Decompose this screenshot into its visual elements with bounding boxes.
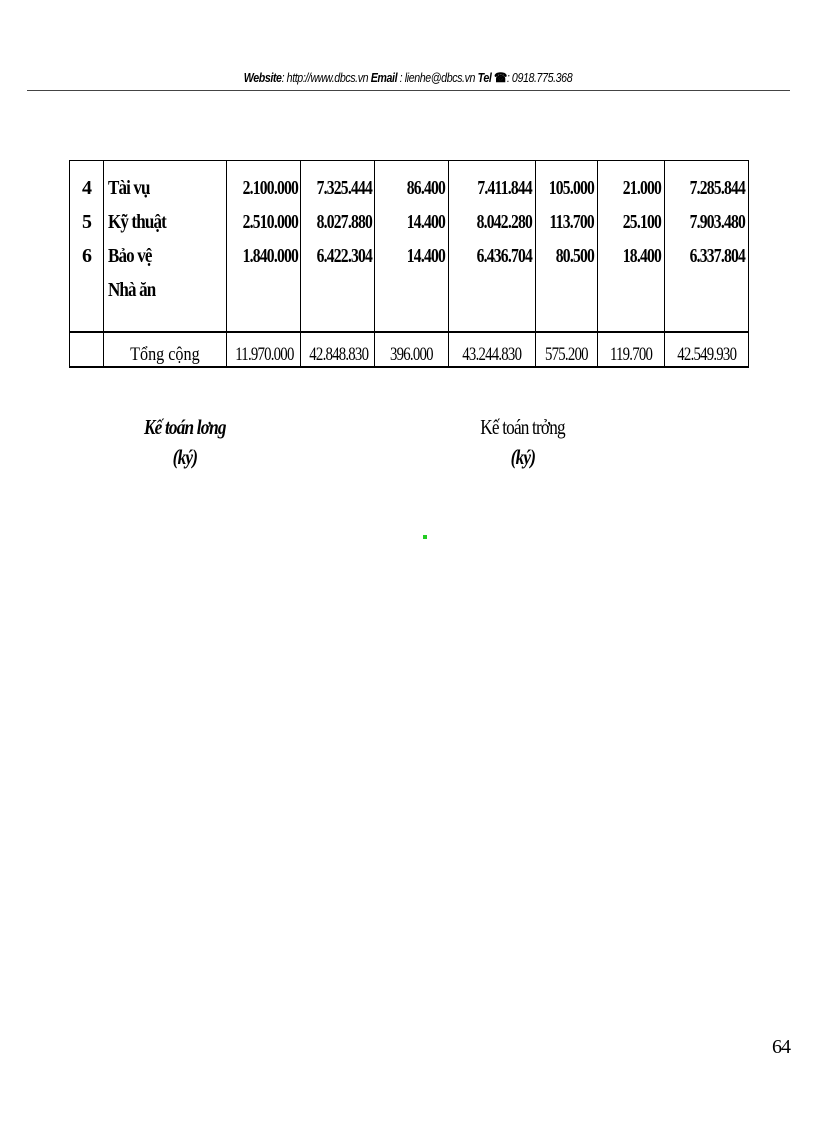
stt-cell: 5: [82, 211, 91, 233]
header-divider: [27, 90, 790, 91]
total-cell: 396.000: [375, 332, 449, 367]
col7-column: [665, 161, 749, 332]
stt-cell: 6: [82, 245, 91, 267]
value-cell: 105.000: [548, 177, 594, 199]
total-cell: 575.200: [536, 332, 598, 367]
left-signature-sign: (ký): [172, 445, 198, 469]
value-cell: 6.422.304: [316, 245, 372, 267]
stt-cell: [70, 273, 103, 307]
value-cell: 14.400: [406, 245, 445, 267]
department-name: Kỹ thuật: [108, 211, 166, 233]
green-dot-marker: [423, 535, 427, 539]
total-cell: 119.700: [598, 332, 665, 367]
value-cell: 7.325.444: [316, 177, 372, 199]
value-cell: 7.285.844: [689, 177, 745, 199]
value-cell: 6.436.704: [476, 245, 532, 267]
page-number: 64: [772, 1036, 790, 1058]
col3-column: [375, 161, 449, 332]
value-cell: 18.400: [622, 245, 661, 267]
value-cell: 86.400: [406, 177, 445, 199]
total-cell: 42.549.930: [665, 332, 749, 367]
right-signature-sign: (ký): [510, 445, 535, 469]
phone-icon: ☎: [493, 70, 507, 85]
value-cell: 8.042.280: [476, 211, 532, 233]
total-cell: 43.244.830: [449, 332, 536, 367]
name-column: [104, 161, 227, 332]
stt-cell: 4: [82, 177, 91, 199]
total-label-cell: [104, 332, 227, 367]
value-cell: 113.700: [549, 211, 594, 233]
page-header: [73, 70, 742, 86]
department-name: Tài vụ: [108, 177, 150, 199]
total-row: [70, 332, 749, 367]
department-name: Bảo vệ: [108, 245, 152, 267]
col5-column: [536, 161, 598, 332]
department-name: Nhà ăn: [108, 279, 156, 301]
value-cell: 1.840.000: [242, 245, 298, 267]
total-cell: 42.848.830: [301, 332, 375, 367]
website-value: : http://www.dbcs.vn: [281, 70, 371, 85]
value-cell: 2.510.000: [242, 211, 298, 233]
total-cell: 11.970.000: [227, 332, 301, 367]
value-cell: 21.000: [622, 177, 661, 199]
total-stt-cell: [70, 332, 104, 367]
stt-column: [70, 161, 104, 332]
tel-label: Tel: [477, 70, 494, 85]
value-cell: 2.100.000: [242, 177, 298, 199]
value-cell: 6.337.804: [689, 245, 745, 267]
salary-table: [69, 160, 748, 366]
col1-column: [227, 161, 301, 332]
value-cell: 7.411.844: [477, 177, 532, 199]
value-cell: 25.100: [622, 211, 661, 233]
email-label: Email: [370, 70, 398, 85]
col4-column: [449, 161, 536, 332]
tel-value: : 0918.775.368: [506, 70, 573, 85]
col2-column: [301, 161, 375, 332]
website-label: Website: [243, 70, 282, 85]
signature-right: [460, 412, 585, 472]
table-body-row: [70, 161, 749, 332]
value-cell: 14.400: [406, 211, 445, 233]
left-signature-title: Kế toán lơng: [144, 415, 226, 439]
value-cell: 7.903.480: [689, 211, 745, 233]
value-cell: 80.500: [555, 245, 594, 267]
col6-column: [598, 161, 665, 332]
signature-left: [125, 412, 245, 472]
email-value: : lienhe@dbcs.vn: [397, 70, 478, 85]
right-signature-title: Kế toán trởng: [480, 415, 565, 439]
value-cell: 8.027.880: [316, 211, 372, 233]
total-label: Tổng cộng: [130, 343, 200, 365]
